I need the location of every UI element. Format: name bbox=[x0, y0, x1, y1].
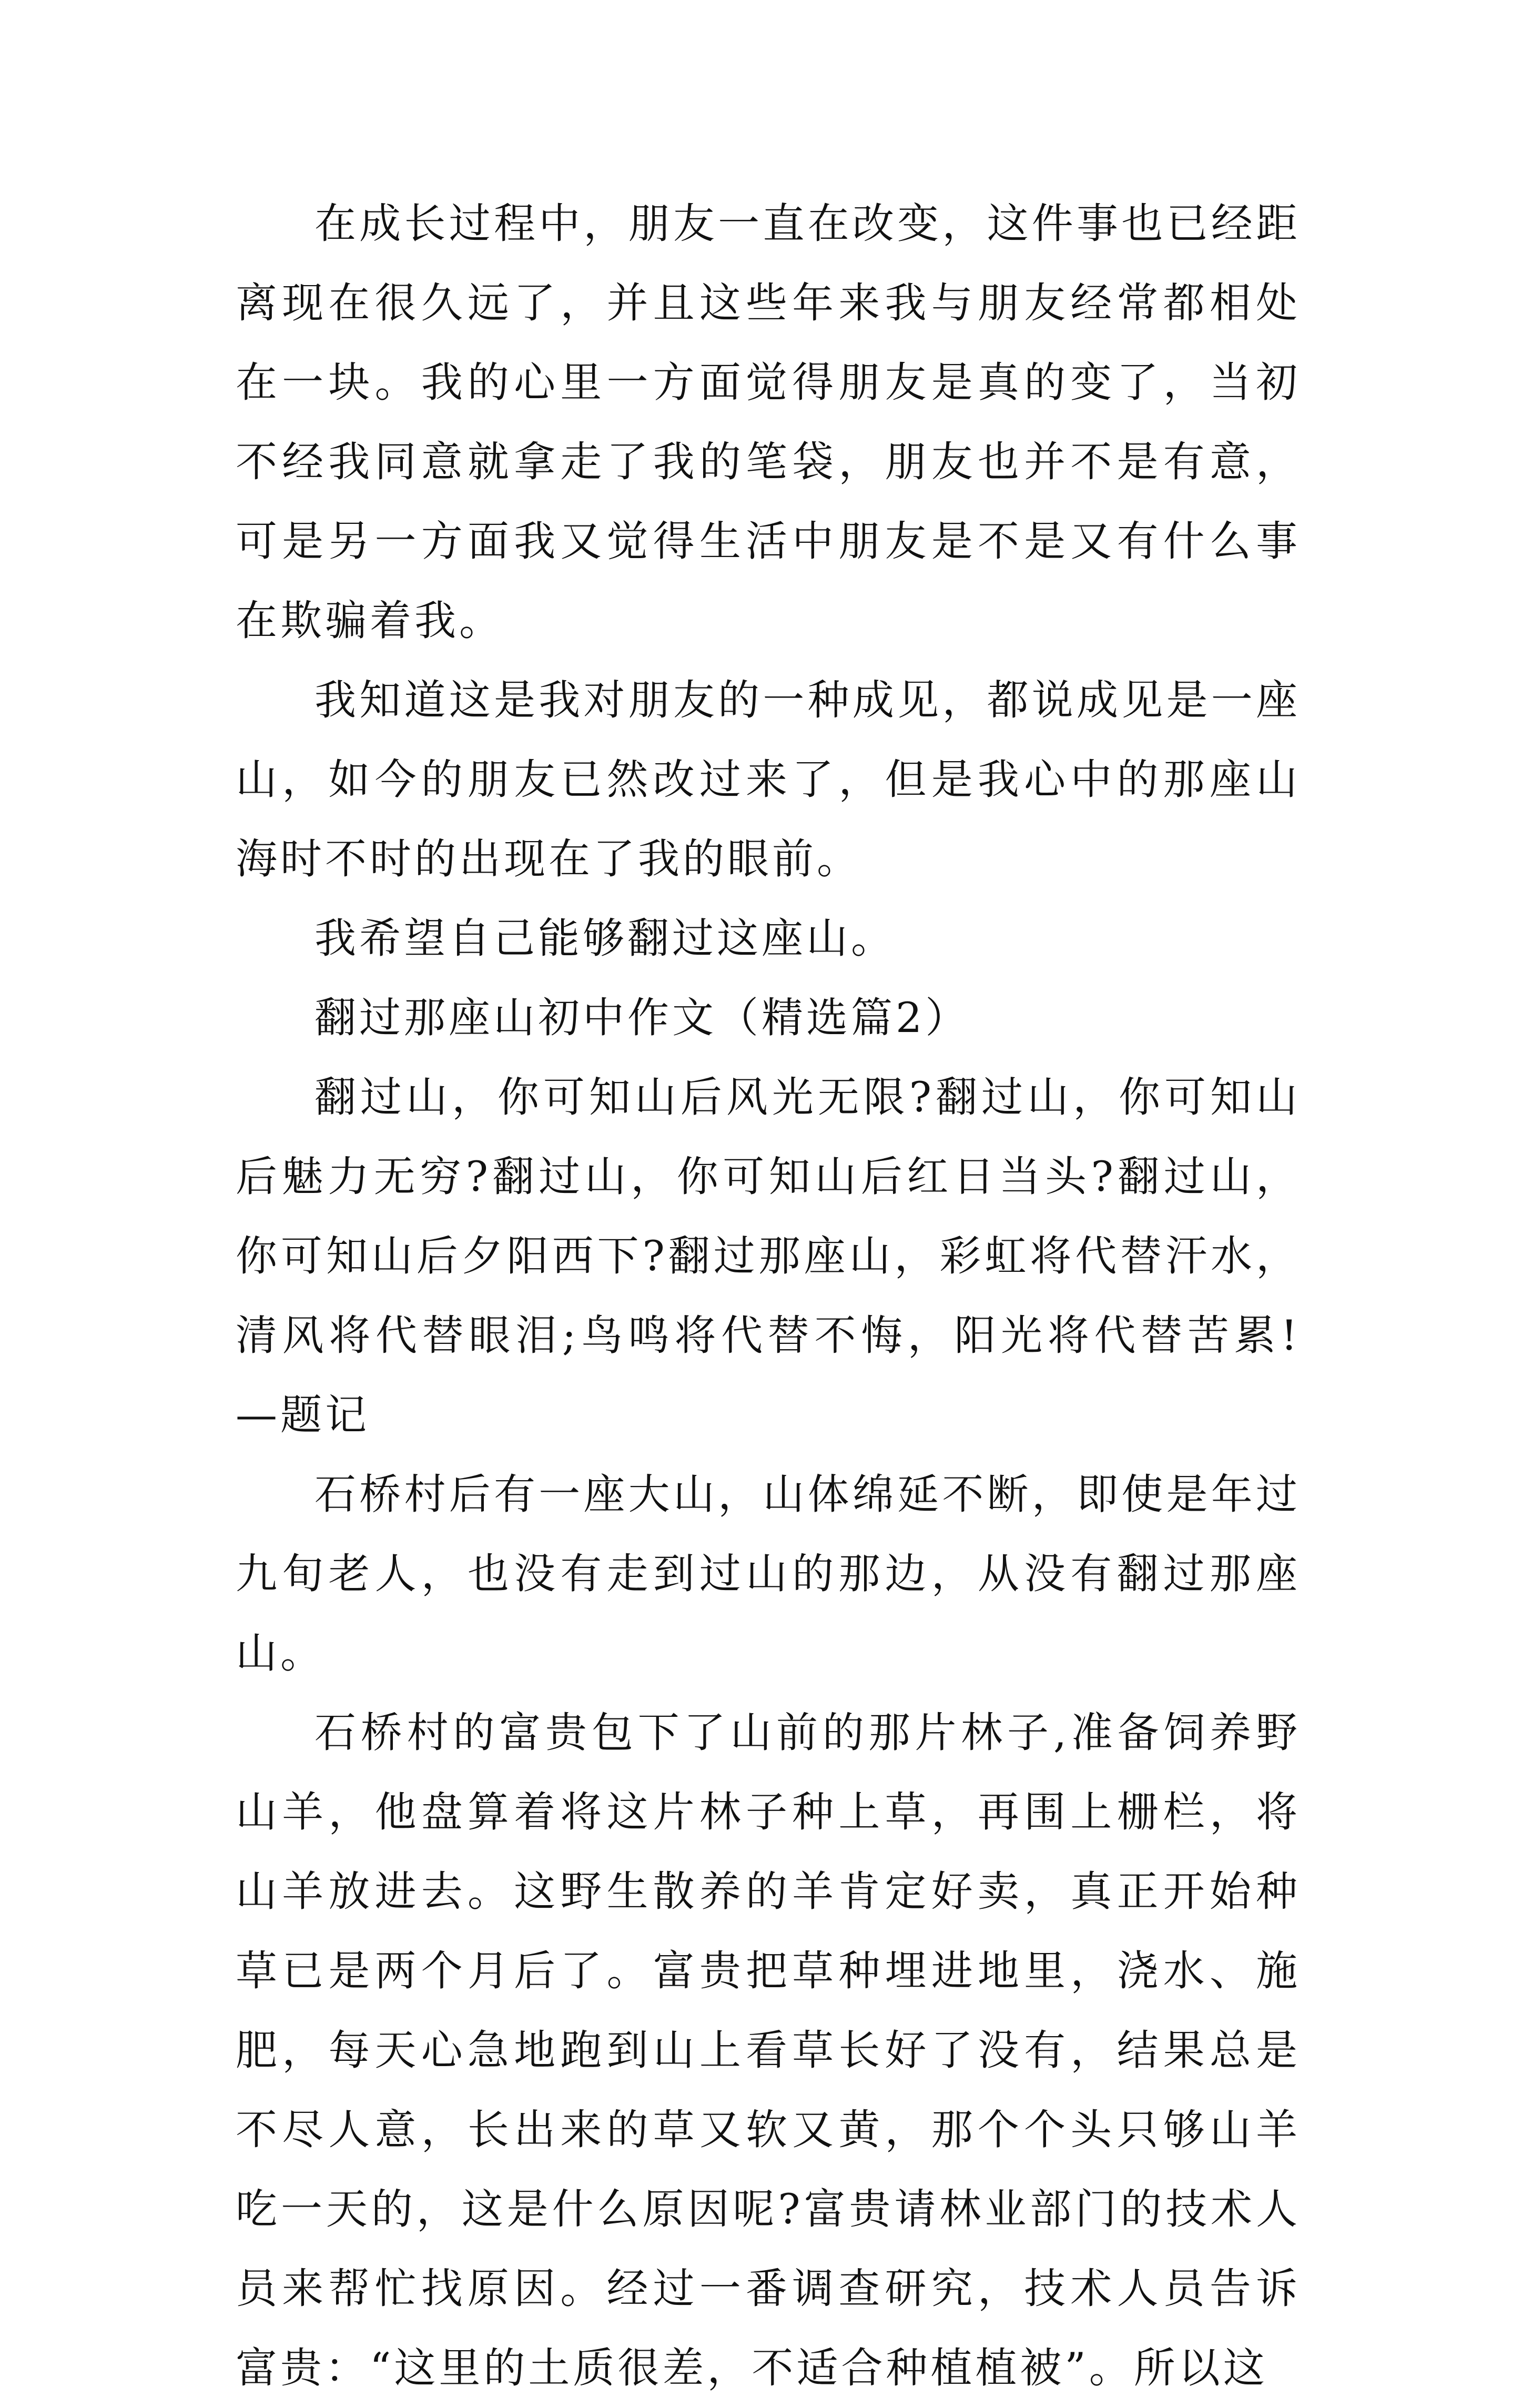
paragraph-prejudice-mountain: 我知道这是我对朋友的一种成见，都说成见是一座山，如今的朋友已然改过来了，但是我心中的那座山海时不时的出现在了我的眼前。 bbox=[236, 676, 1301, 883]
paragraph-fugui-story: 石桥村的富贵包下了山前的那片林子,准备饲养野山羊，他盘算着将这片林子种上草，再围上栅栏，将山羊放进去。这野生散养的羊肯定好卖，真正开始种草已是两个月后了。富贵把草种埋进地里，浇水、施肥，每天心急地跑到山上看草长好了没有，结果总是不尽人意，长出来的草又软又黄，那个个头只够山羊吃一天的，这是什么原因呢?富贵请林业部门的技术人员来帮忙找原因。经过一番调查研究，技术人员告诉富贵：“这里的土质很差，不适合种植植被”。所以这 bbox=[236, 1708, 1301, 2392]
paragraph-friend-change: 在成长过程中，朋友一直在改变，这件事也已经距离现在很久远了，并且这些年来我与朋友经常都相处在一块。我的心里一方面觉得朋友是真的变了，当初不经我同意就拿走了我的笔袋，朋友也并不是有意，可是另一方面我又觉得生活中朋友是不是又有什么事在欺骗着我。 bbox=[236, 199, 1301, 645]
paragraph-village-mountain: 石桥村后有一座大山，山体绵延不断，即使是年过九旬老人，也没有走到过山的那边，从没有翻过那座山。 bbox=[236, 1470, 1301, 1677]
article-body bbox=[236, 184, 1301, 2408]
paragraph-epigraph: 翻过山，你可知山后风光无限?翻过山，你可知山后魅力无穷?翻过山，你可知山后红日当头?翻过山，你可知山后夕阳西下?翻过那座山，彩虹将代替汗水，清风将代替眼泪;鸟鸣将代替不悔，阳光将代替苦累!—题记 bbox=[236, 1073, 1301, 1439]
section-heading: 翻过那座山初中作文（精选篇2） bbox=[314, 994, 970, 1042]
paragraph-hope: 我希望自己能够翻过这座山。 bbox=[314, 914, 896, 963]
